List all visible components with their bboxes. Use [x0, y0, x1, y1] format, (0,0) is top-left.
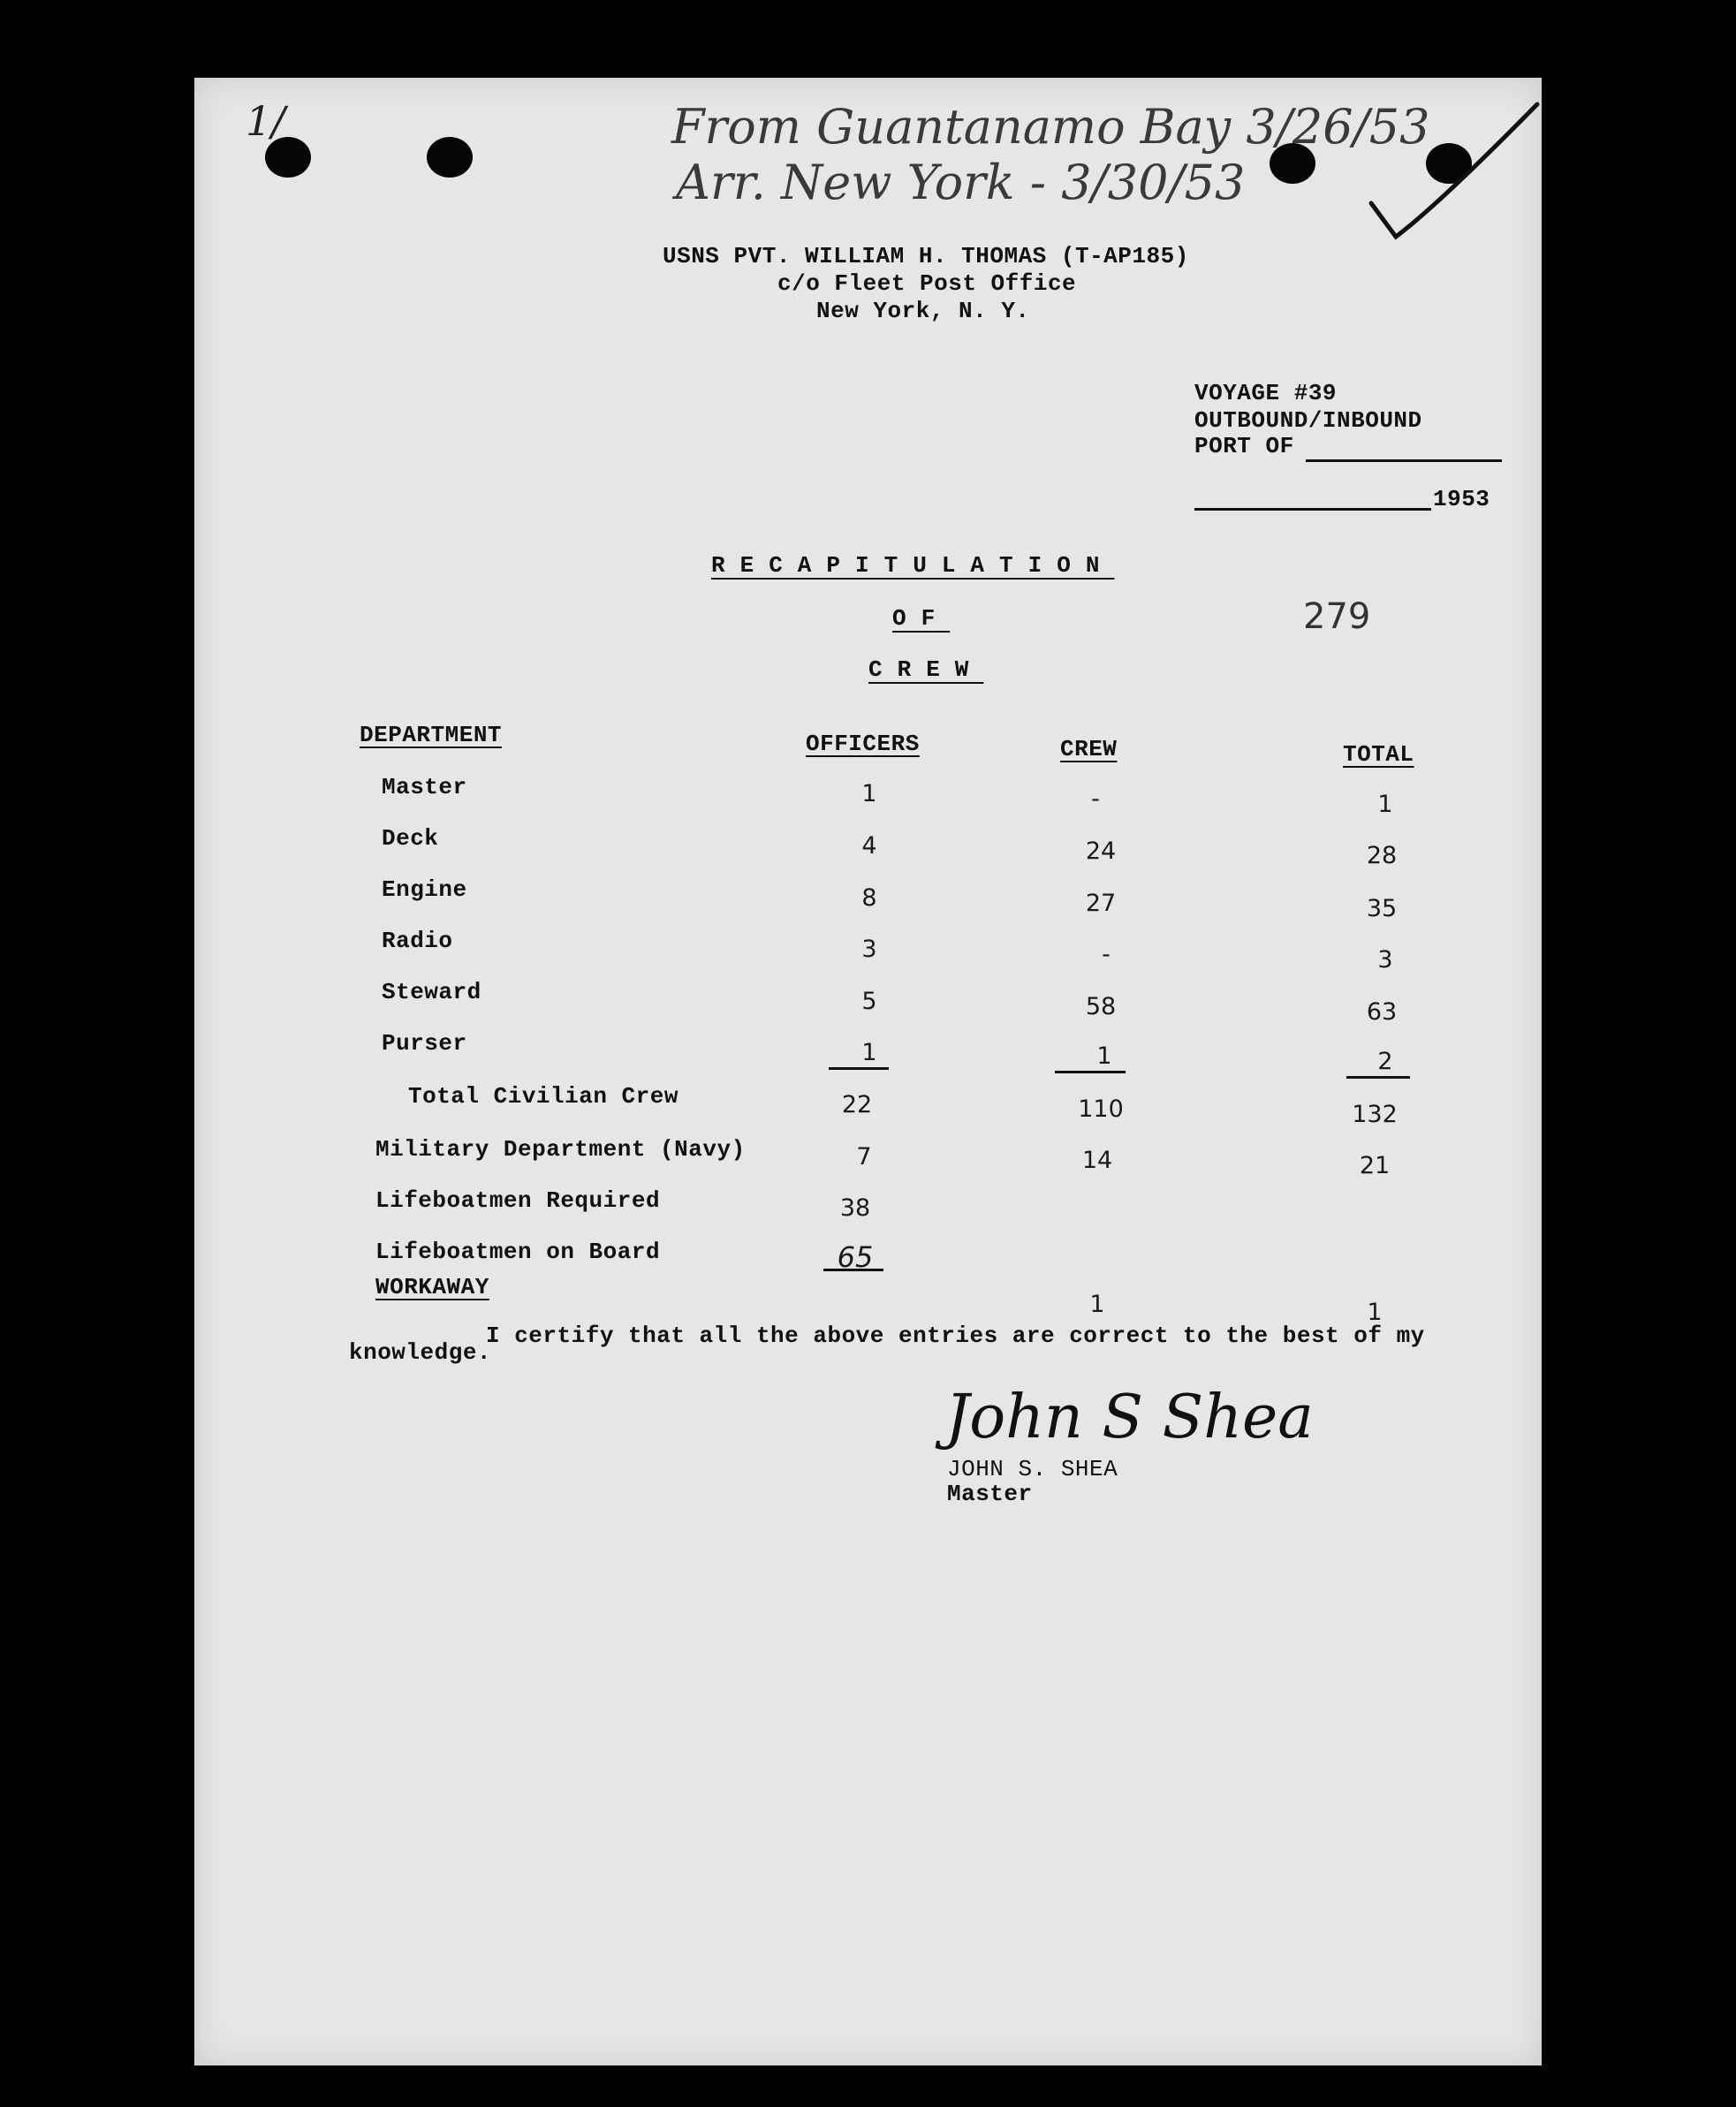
header-total: TOTAL	[1343, 741, 1414, 768]
row-total-deck: 28	[1366, 842, 1398, 869]
workaway-crew: 1	[1089, 1291, 1105, 1318]
voyage-year: 1953	[1433, 486, 1490, 512]
port-blank-line	[1306, 459, 1502, 462]
title-recapitulation: RECAPITULATION	[711, 552, 1115, 579]
subtotal-rule-total	[1346, 1076, 1410, 1079]
row-dept-radio: Radio	[382, 928, 453, 954]
row-total-steward: 63	[1366, 998, 1398, 1026]
row-crew-deck: 24	[1085, 837, 1117, 865]
signer-name: JOHN S. SHEA	[947, 1456, 1118, 1482]
row-crew-engine: 27	[1085, 890, 1117, 917]
address-line-1: c/o Fleet Post Office	[777, 270, 1077, 297]
row-officers-steward: 5	[861, 988, 877, 1015]
row-dept-lifeboat-required: Lifeboatmen Required	[375, 1187, 661, 1214]
row-officers-military: 7	[856, 1143, 872, 1171]
row-total-total-civilian: 132	[1352, 1101, 1398, 1128]
punch-hole	[427, 137, 473, 178]
row-officers-engine: 8	[861, 884, 877, 912]
lifeboat-rule	[823, 1269, 883, 1271]
signature-handwritten: John S Shea	[945, 1383, 1314, 1452]
row-officers-total-civilian: 22	[841, 1091, 873, 1118]
corner-mark: 1/	[246, 97, 285, 145]
row-dept-engine: Engine	[382, 876, 467, 903]
row-officers-lifeboat-onboard: 65	[837, 1240, 874, 1274]
workaway-total: 1	[1367, 1299, 1383, 1326]
voyage-number: VOYAGE #39	[1194, 380, 1338, 406]
voyage-direction: OUTBOUND/INBOUND	[1194, 407, 1422, 434]
row-dept-purser: Purser	[382, 1030, 467, 1057]
port-label: PORT OF	[1194, 433, 1294, 459]
row-total-purser: 2	[1377, 1048, 1393, 1075]
header-crew: CREW	[1060, 736, 1118, 762]
row-dept-total-civilian: Total Civilian Crew	[408, 1083, 678, 1110]
row-dept-military: Military Department (Navy)	[375, 1136, 746, 1163]
workaway-label: WORKAWAY	[375, 1274, 489, 1300]
certification-line-2: knowledge.	[349, 1339, 492, 1366]
ship-name: USNS PVT. WILLIAM H. THOMAS (T-AP185)	[663, 243, 1189, 269]
row-dept-master: Master	[382, 774, 467, 800]
row-crew-total-civilian: 110	[1078, 1095, 1124, 1123]
date-blank-line	[1194, 508, 1431, 511]
handwritten-arrival-note: Arr. New York - 3/30/53	[676, 155, 1246, 210]
row-officers-lifeboat-required: 38	[839, 1194, 871, 1222]
row-officers-purser: 1	[861, 1039, 877, 1066]
header-department: DEPARTMENT	[360, 722, 503, 748]
title-crew: CREW	[868, 656, 984, 683]
subtotal-rule-crew	[1055, 1071, 1126, 1073]
row-crew-steward: 58	[1085, 993, 1117, 1020]
row-dept-deck: Deck	[382, 825, 439, 852]
row-dept-steward: Steward	[382, 979, 481, 1005]
row-crew-radio: -	[1102, 941, 1111, 968]
header-officers: OFFICERS	[806, 731, 920, 757]
handwritten-from-note: From Guantanamo Bay 3/26/53	[671, 99, 1430, 155]
certification-line-1: I certify that all the above entries are correct to the best of my	[486, 1323, 1425, 1349]
row-dept-lifeboat-onboard: Lifeboatmen on Board	[375, 1239, 661, 1265]
row-total-engine: 35	[1366, 895, 1398, 922]
row-crew-purser: 1	[1096, 1042, 1112, 1070]
signer-title: Master	[947, 1481, 1033, 1507]
row-crew-military: 14	[1081, 1147, 1113, 1174]
check-mark-icon	[1361, 97, 1555, 247]
row-crew-master: -	[1091, 785, 1100, 813]
row-total-radio: 3	[1377, 946, 1393, 974]
row-officers-radio: 3	[861, 936, 877, 963]
row-officers-deck: 4	[861, 832, 877, 860]
row-total-military: 21	[1359, 1152, 1391, 1179]
address-line-2: New York, N. Y.	[816, 298, 1030, 324]
subtotal-rule-officers	[829, 1067, 889, 1070]
row-total-master: 1	[1377, 791, 1393, 818]
stamp-number: 279	[1303, 596, 1371, 637]
row-officers-master: 1	[861, 780, 877, 807]
title-of: OF	[892, 605, 951, 632]
